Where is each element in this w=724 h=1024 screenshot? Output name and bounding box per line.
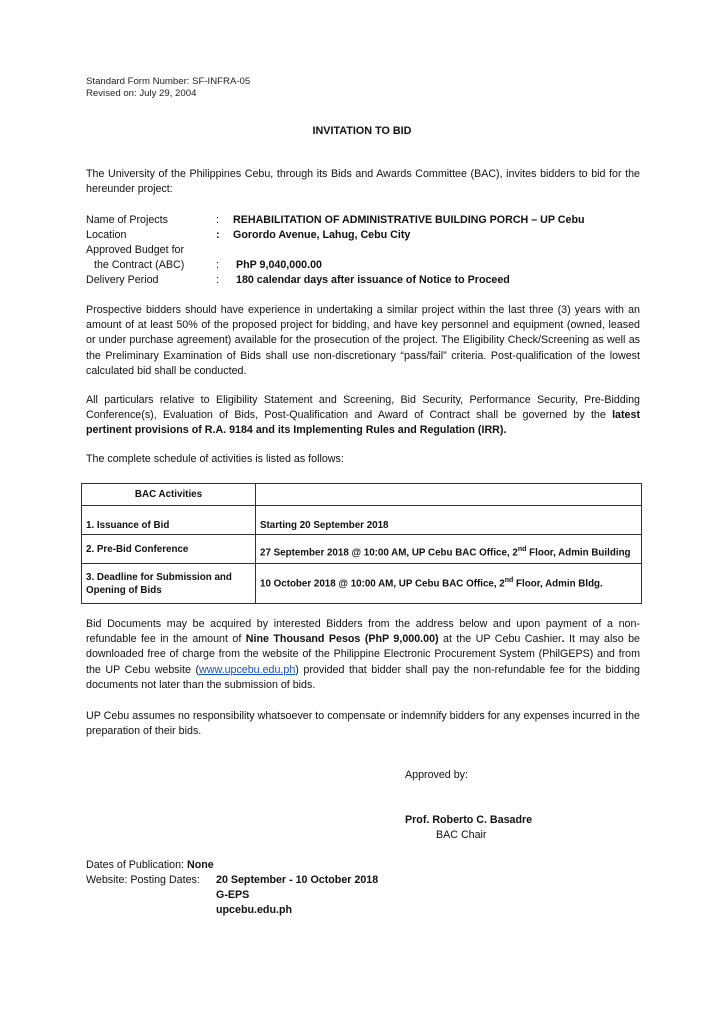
table-header-cell: BAC Activities (82, 484, 256, 506)
documents-text-1: Bid Documents may be acquired by interested Bidders from the address below and upon payment of a non-refundable fee in the amount of (86, 618, 640, 646)
location-label: Location (86, 229, 127, 241)
approver-role: BAC Chair (436, 829, 487, 841)
colon: : (216, 214, 219, 226)
documents-text-2: at the UP Cebu Cashier (438, 633, 562, 646)
fee-amount: Nine Thousand Pesos (PhP 9,000.00) (245, 633, 439, 646)
detail-text-end: Floor, Admin Building (526, 547, 631, 559)
responsibility-paragraph: UP Cebu assumes no responsibility whatsoever to compensate or indemnify bidders for any expenses incurred in the preparation of their bids. (86, 710, 640, 738)
detail-text: 10 October 2018 @ 10:00 AM, UP Cebu BAC Office, 2 (260, 578, 505, 590)
table-header-row (82, 484, 642, 506)
approver-name: Prof. Roberto C. Basadre (405, 814, 533, 826)
budget-label-line1: Approved Budget for (86, 244, 185, 256)
particulars-paragraph (86, 393, 640, 439)
table-row (82, 535, 642, 564)
project-name-value: REHABILITATION OF ADMINISTRATIVE BUILDING PORCH – UP Cebu (233, 214, 585, 226)
bid-documents-paragraph (86, 617, 640, 693)
publication-dates-value: None (187, 859, 214, 871)
detail-text: 27 September 2018 @ 10:00 AM, UP Cebu BAC Office, 2 (260, 547, 518, 559)
superscript: nd (517, 545, 527, 553)
posting-site-upcebu: upcebu.edu.ph (216, 904, 292, 916)
website-posting-label: Website: Posting Dates: (86, 874, 200, 886)
documents-text-4: ) provided that bidder shall pay the non-refundable fee for the bidding documents not later than the submission of bids. (86, 663, 640, 691)
project-name-label: Name of Projects (86, 214, 168, 226)
activity-cell: 1. Issuance of Bid (82, 506, 256, 535)
location-value: Gorordo Avenue, Lahug, Cebu City (233, 229, 411, 241)
superscript: nd (504, 577, 514, 585)
detail-text: Starting 20 September 2018 (260, 519, 389, 531)
page-title: INVITATION TO BID (312, 125, 412, 137)
posting-site-geps: G-EPS (216, 889, 250, 901)
publication-dates-label: Dates of Publication: (86, 859, 185, 871)
particulars-text: All particulars relative to Eligibility Statement and Screening, Bid Security, Performance Security, Pre-Bidding Conference(s), Evaluation of Bids, Post-Qualification and Award of Contract shall be governed by the (86, 394, 640, 422)
detail-cell (256, 506, 642, 535)
prospective-bidders-paragraph: Prospective bidders should have experience in undertaking a similar project within the last three (3) years with an amount of at least 50% of the proposed project for bidding, and have key personnel and equipment (owned, leased or under purchase agreement) available for the prosecution of the project. The Eligibility Check/Screening as well as the Preliminary Examination of Bids shall use non-discretionary “pass/fail” criteria. Post-qualification of the lowest calculated bid shall be conducted. (86, 304, 640, 377)
documents-text-3: It may also be downloaded free of charge from the website of the Philippine Electronic Procurement System (PhilGEPS) and from the UP Cebu website ( (86, 633, 640, 676)
form-header (86, 76, 250, 99)
budget-value: PhP 9,040,000.00 (236, 259, 322, 271)
delivery-label: Delivery Period (86, 274, 159, 286)
revised-date: Revised on: July 29, 2004 (86, 87, 197, 99)
schedule-intro: The complete schedule of activities is listed as follows: (86, 453, 344, 465)
activity-cell: 2. Pre-Bid Conference (82, 535, 256, 564)
upcebu-website-link[interactable]: www.upcebu.edu.ph (199, 663, 296, 676)
detail-cell (256, 564, 642, 604)
table-row (82, 564, 642, 604)
project-details (86, 213, 640, 293)
table-header-empty-cell (256, 484, 642, 506)
form-number: Standard Form Number: SF-INFRA-05 (86, 76, 251, 87)
delivery-value: 180 calendar days after issuance of Notice to Proceed (236, 274, 510, 286)
publication-dates (86, 858, 214, 873)
detail-text-end: Floor, Admin Bldg. (513, 578, 603, 590)
colon: : (216, 259, 219, 271)
documents-bold-period: . (561, 633, 565, 646)
budget-label-line2: the Contract (ABC) (94, 259, 185, 271)
colon: : (216, 274, 219, 286)
schedule-table (81, 483, 642, 604)
particulars-bold-text: latest pertinent provisions of R.A. 9184 and its Implementing Rules and Regulation (IRR). (86, 409, 640, 437)
approved-by-label: Approved by: (405, 769, 468, 781)
intro-paragraph: The University of the Philippines Cebu, through its Bids and Awards Committee (BAC), invites bidders to bid for the hereunder project: (86, 168, 640, 196)
activity-cell: 3. Deadline for Submission and Opening of Bids (82, 564, 256, 604)
table-row (82, 506, 642, 535)
detail-cell (256, 535, 642, 564)
colon: : (216, 229, 220, 241)
website-posting-dates: 20 September - 10 October 2018 (216, 874, 379, 886)
